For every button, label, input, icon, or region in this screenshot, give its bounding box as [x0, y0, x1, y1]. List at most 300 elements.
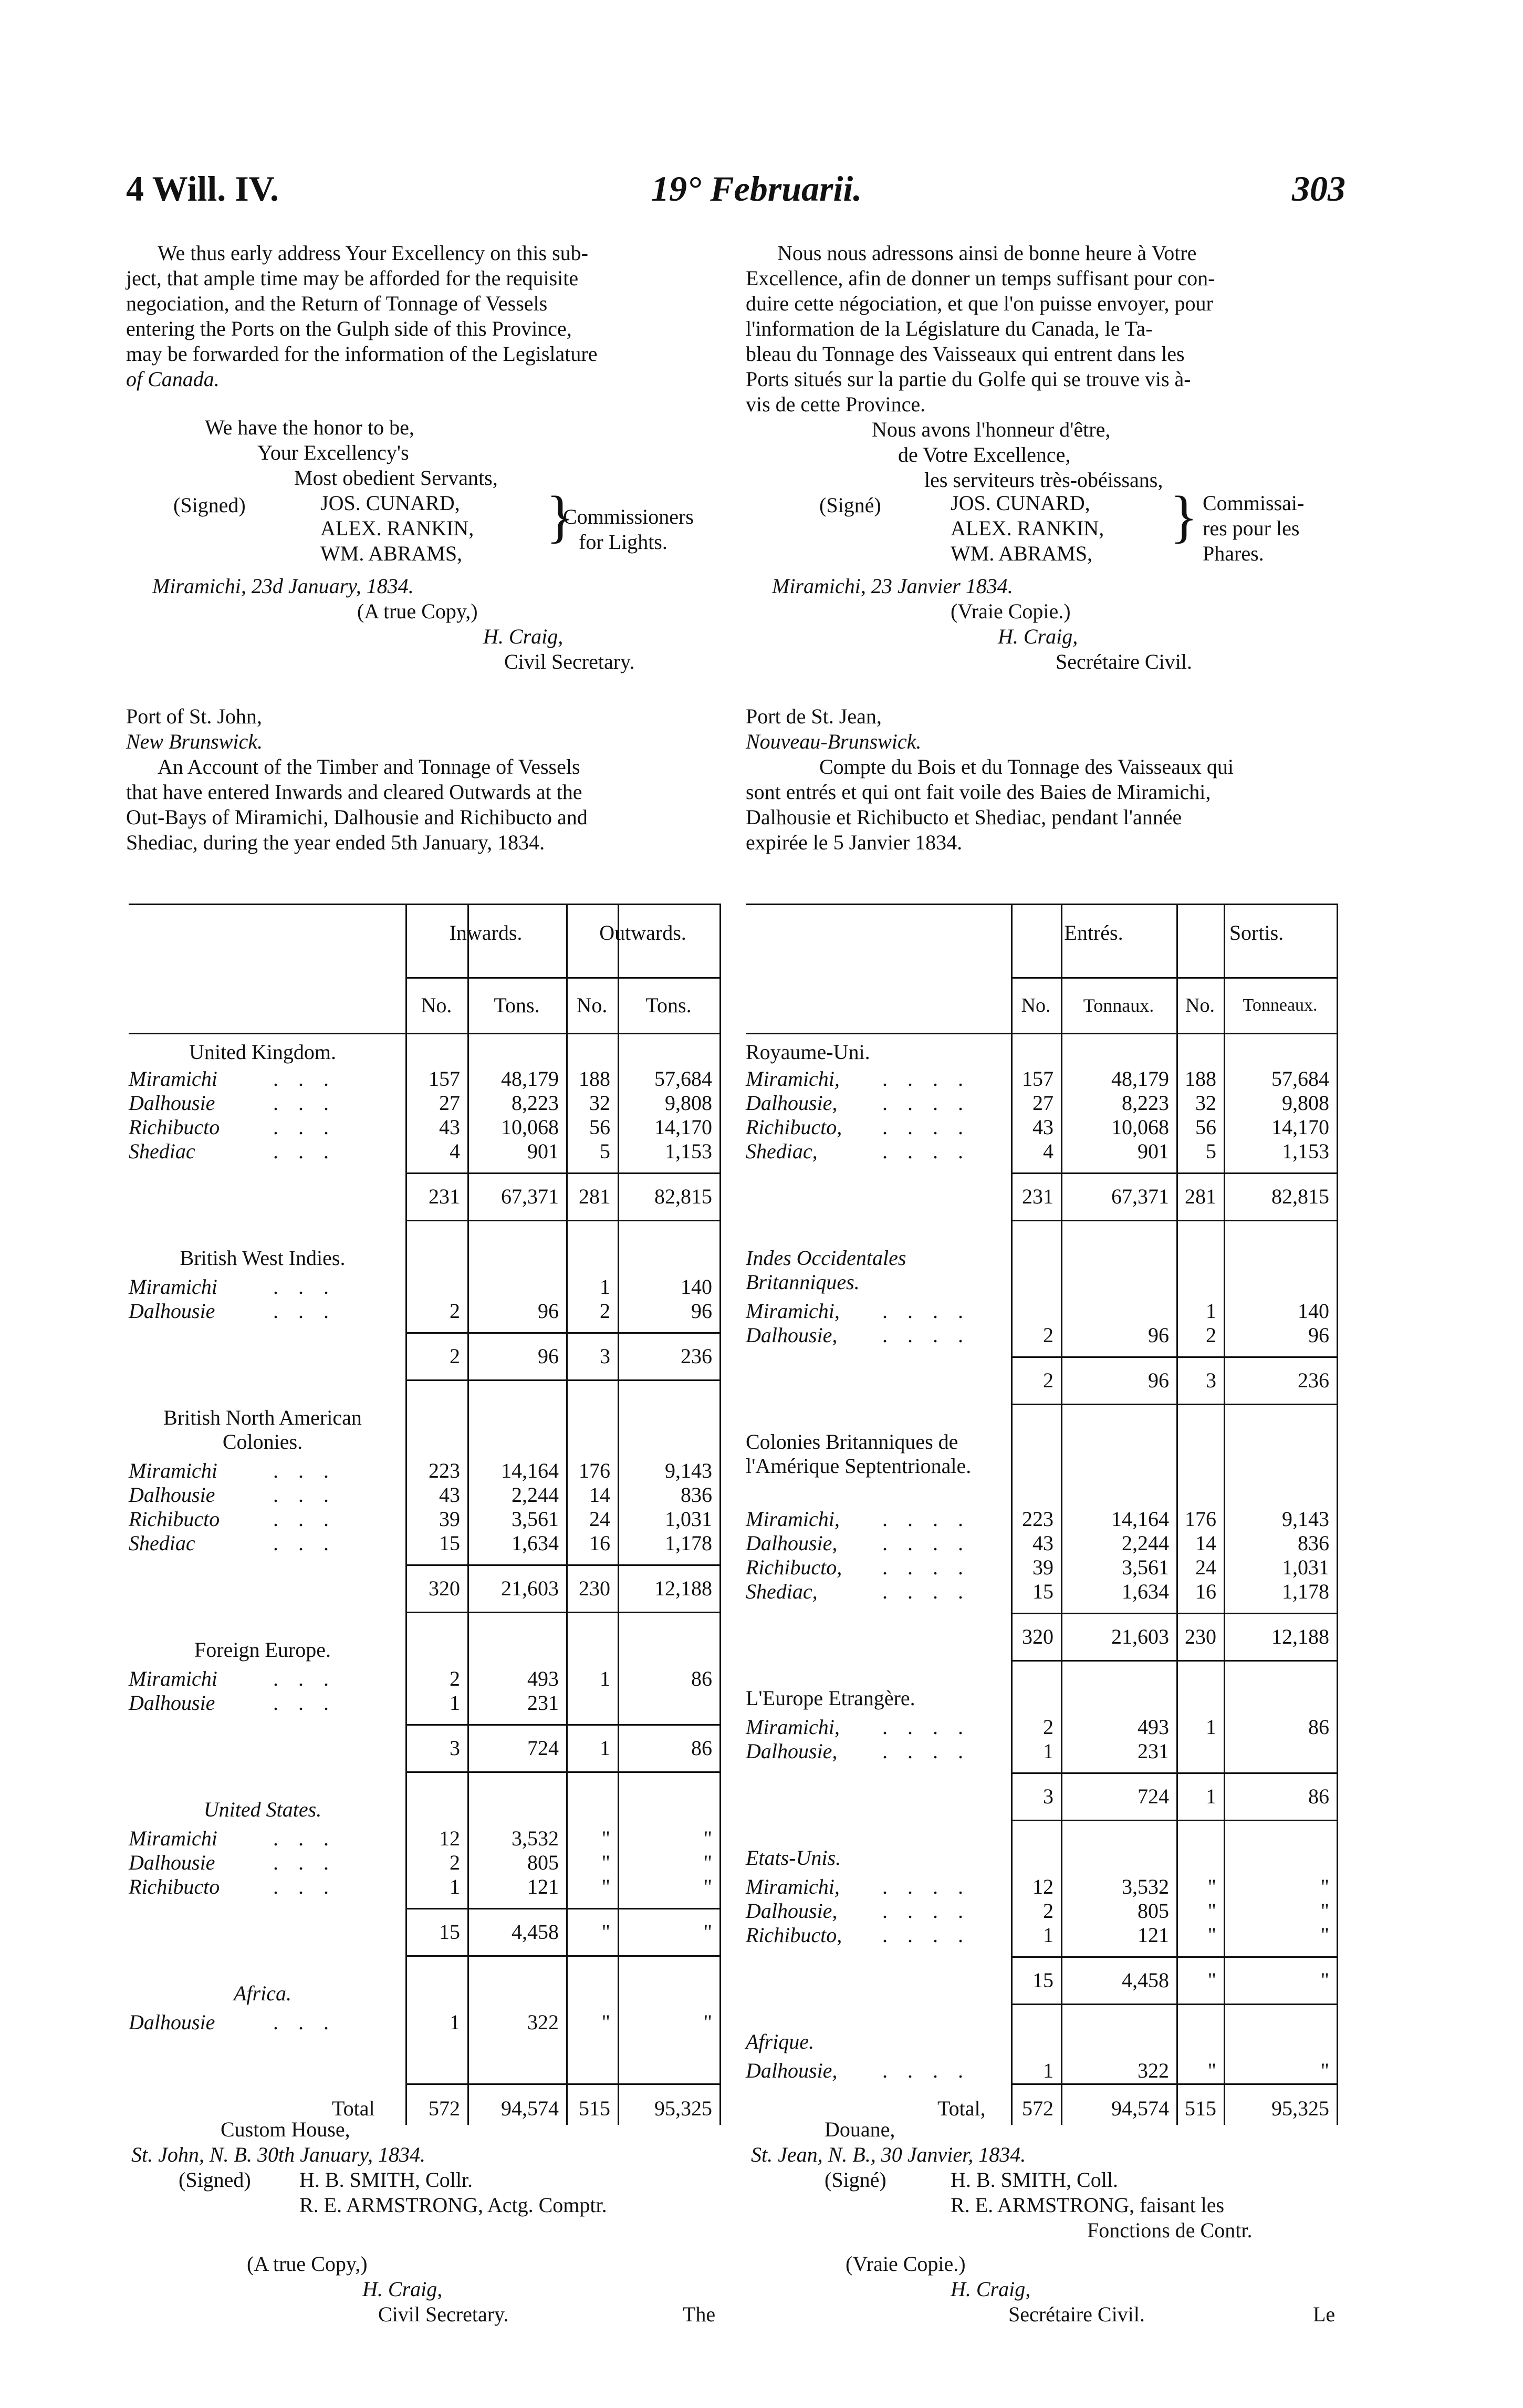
letter-en-line: may be forwarded for the information of the Legislature: [126, 342, 598, 366]
table-cell: 4: [1043, 1139, 1053, 1163]
subtotal-rule: [1011, 1613, 1337, 1614]
letter-en-line: of Canada.: [126, 367, 220, 391]
leader-dots: . . .: [273, 1067, 336, 1091]
custom-house-en: Custom House,: [221, 2118, 350, 2141]
subtotal-cell: 724: [527, 1736, 559, 1760]
subtotal-rule: [405, 1379, 719, 1381]
port-name: Dalhousie: [129, 1691, 215, 1715]
subtotal-cell: 320: [1022, 1625, 1053, 1648]
leader-dots: . . . .: [882, 1923, 971, 1947]
table-cell: 322: [1138, 2059, 1169, 2082]
group-title: Foreign Europe.: [194, 1638, 331, 1662]
group-title: United States.: [203, 1798, 322, 1821]
subtotal-cell: 2: [1043, 1368, 1053, 1392]
subtotal-rule: [405, 1220, 719, 1221]
leader-dots: . . . .: [882, 1739, 971, 1763]
subtotal-cell: 231: [1022, 1185, 1053, 1208]
group-title: L'Europe Etrangère.: [746, 1686, 915, 1710]
footer-name2-fr: R. E. ARMSTRONG, faisant les: [951, 2193, 1225, 2217]
grand-total-cell: 515: [579, 2096, 610, 2120]
leader-dots: . . .: [273, 1115, 336, 1139]
port-name: Dalhousie: [129, 1091, 215, 1115]
table-cell: 121: [527, 1875, 559, 1898]
subtotal-cell: ": [703, 1920, 712, 1944]
table-cell: 1,153: [1282, 1139, 1329, 1163]
leader-dots: . . . .: [882, 1531, 971, 1555]
port-name: Shediac: [129, 1139, 195, 1163]
place-date-fr: Miramichi, 23 Janvier 1834.: [772, 574, 1013, 598]
table-cell: ": [601, 1875, 610, 1898]
letter-fr-line: Nous nous adressons ainsi de bonne heure à Votre: [777, 241, 1197, 265]
subtotal-rule: [1011, 1172, 1337, 1174]
intro-en: Shediac, during the year ended 5th January, 1834.: [126, 831, 545, 854]
role-fr: res pour les: [1203, 516, 1300, 540]
table-cell: 1,634: [1122, 1580, 1169, 1603]
table-cell: ": [1320, 2059, 1329, 2082]
leader-dots: . . .: [273, 1826, 336, 1850]
table-cell: 27: [1032, 1091, 1053, 1115]
footer-signed-en: (Signed): [179, 2168, 251, 2192]
subtotal-cell: 3: [600, 1344, 610, 1368]
table-cell: 14,170: [1271, 1115, 1329, 1139]
table-cell: 901: [527, 1139, 559, 1163]
catchword-en: The: [683, 2302, 716, 2326]
port-name: Miramichi,: [746, 1715, 840, 1739]
table-cell: 188: [1185, 1067, 1216, 1091]
table-cell: 231: [1138, 1739, 1169, 1763]
subheader-rule: [129, 1033, 719, 1034]
table-cell: ": [1207, 2059, 1216, 2082]
subtotal-cell: 236: [1298, 1368, 1329, 1392]
table-cell: 1: [1043, 2059, 1053, 2082]
table-cell: 176: [579, 1459, 610, 1482]
footer-copy-role-en: Civil Secretary.: [378, 2302, 509, 2326]
table-cell: ": [1207, 1875, 1216, 1898]
table-cell: 14: [1195, 1531, 1216, 1555]
port-name: Miramichi,: [746, 1299, 840, 1323]
subtotal-cell: 236: [681, 1344, 712, 1368]
leader-dots: . . .: [273, 1691, 336, 1715]
letter-en-line: negociation, and the Return of Tonnage of Vessels: [126, 292, 548, 315]
leader-dots: . . . .: [882, 1115, 971, 1139]
leader-dots: . . .: [273, 1139, 336, 1163]
table-cell: 24: [589, 1507, 610, 1531]
port-fr: Port de St. Jean,: [746, 704, 882, 728]
port-name: Dalhousie,: [746, 1091, 838, 1115]
table-cell: 2,244: [1122, 1531, 1169, 1555]
header-rule: [405, 977, 719, 979]
column-subheader: No.: [1021, 994, 1051, 1016]
group-title: Indes Occidentales Britanniques.: [746, 1246, 906, 1294]
table-cell: 96: [1148, 1323, 1169, 1347]
table-cell: 836: [1298, 1531, 1329, 1555]
table-cell: 836: [681, 1483, 712, 1507]
table-cell: 96: [538, 1299, 559, 1323]
footer-name1-fr: H. B. SMITH, Coll.: [951, 2168, 1118, 2192]
table-cell: ": [703, 1851, 712, 1874]
signer-fr: ALEX. RANKIN,: [951, 516, 1104, 540]
outwards-header: Sortis.: [1229, 921, 1284, 944]
port-name: Miramichi: [129, 1826, 217, 1850]
letter-fr-line: l'information de la Législature du Canada, le Ta-: [746, 317, 1153, 340]
table-cell: ": [1320, 1899, 1329, 1923]
subtotal-cell: 230: [579, 1576, 610, 1600]
subtotal-cell: 3: [1043, 1784, 1053, 1808]
table-cell: 901: [1138, 1139, 1169, 1163]
leader-dots: . . .: [273, 1459, 336, 1482]
table-cell: ": [1320, 1875, 1329, 1898]
table-cell: ": [601, 2010, 610, 2034]
table-cell: 9,143: [665, 1459, 712, 1482]
column-subheader: No.: [421, 993, 452, 1017]
table-cell: 121: [1138, 1923, 1169, 1947]
subtotal-cell: 2: [450, 1344, 460, 1368]
table-cell: 32: [589, 1091, 610, 1115]
table-cell: ": [1320, 1923, 1329, 1947]
leader-dots: . . .: [273, 1507, 336, 1531]
port-name: Dalhousie,: [746, 1899, 838, 1923]
subtotal-cell: 21,603: [1111, 1625, 1169, 1648]
leader-dots: . . . .: [882, 1507, 971, 1531]
group-title: Royaume-Uni.: [746, 1040, 870, 1064]
table-cell: 157: [1022, 1067, 1053, 1091]
table-cell: ": [703, 2010, 712, 2034]
intro-en: Out-Bays of Miramichi, Dalhousie and Richibucto and: [126, 805, 588, 829]
table-cell: 10,068: [1111, 1115, 1169, 1139]
group-title: British North American Colonies.: [163, 1406, 362, 1454]
table-cell: 9,808: [665, 1091, 712, 1115]
table-cell: 2: [1043, 1715, 1053, 1739]
table-cell: 2: [450, 1667, 460, 1690]
table-cell: 8,223: [1122, 1091, 1169, 1115]
column-subheader: No.: [576, 993, 608, 1017]
table-cell: 14,170: [654, 1115, 712, 1139]
leader-dots: . . . .: [882, 1580, 971, 1603]
subtotal-cell: 86: [691, 1736, 712, 1760]
subtotal-rule: [1011, 1660, 1337, 1662]
leader-dots: . . . .: [882, 1875, 971, 1898]
table-cell: 39: [439, 1507, 460, 1531]
port-en: New Brunswick.: [126, 730, 263, 753]
footer-name1-en: H. B. SMITH, Collr.: [299, 2168, 473, 2192]
port-name: Dalhousie,: [746, 2059, 838, 2082]
table-cell: 2: [1043, 1323, 1053, 1347]
subtotal-rule: [1011, 1356, 1337, 1358]
subtotal-cell: 96: [1148, 1368, 1169, 1392]
subheader-rule: [746, 1033, 1337, 1034]
subtotal-cell: 67,371: [501, 1185, 559, 1208]
letter-en-line: We thus early address Your Excellency on this sub-: [158, 241, 588, 265]
table-cell: 1,178: [1282, 1580, 1329, 1603]
copy-name-en: H. Craig,: [483, 625, 564, 648]
subtotal-cell: 86: [1308, 1784, 1329, 1808]
table-cell: 223: [1022, 1507, 1053, 1531]
subtotal-cell: 12,188: [654, 1576, 712, 1600]
table-cell: 2: [1043, 1899, 1053, 1923]
footer-name2b-fr: Fonctions de Contr.: [1087, 2218, 1253, 2242]
table-cell: 1: [1043, 1923, 1053, 1947]
table-cell: 3,561: [512, 1507, 559, 1531]
subtotal-cell: 1: [1206, 1784, 1216, 1808]
grand-total-rule: [1011, 2083, 1337, 2085]
port-name: Dalhousie: [129, 1299, 215, 1323]
footer-true-copy-en: (A true Copy,): [247, 2252, 368, 2276]
table-cell: 805: [527, 1851, 559, 1874]
subtotal-cell: 82,815: [1271, 1185, 1329, 1208]
port-name: Miramichi: [129, 1275, 217, 1299]
table-cell: ": [1207, 1923, 1216, 1947]
table-cell: 96: [1308, 1323, 1329, 1347]
closing-fr: de Votre Excellence,: [898, 443, 1071, 466]
leader-dots: . . .: [273, 1875, 336, 1898]
table-cell: 140: [681, 1275, 712, 1299]
table-cell: 12: [439, 1826, 460, 1850]
subtotal-cell: 4,458: [1122, 1968, 1169, 1992]
table-cell: 140: [1298, 1299, 1329, 1323]
header-rule: [1011, 977, 1337, 979]
letter-en-line: ject, that ample time may be afforded for the requisite: [126, 266, 579, 290]
group-title: United Kingdom.: [189, 1040, 336, 1064]
table-cell: ": [703, 1826, 712, 1850]
column-subheader: Tonnaux.: [1083, 995, 1154, 1016]
intro-en: that have entered Inwards and cleared Outwards at the: [126, 780, 582, 804]
signer-en: WM. ABRAMS,: [320, 542, 463, 565]
port-name: Dalhousie,: [746, 1739, 838, 1763]
grand-total-label: Total: [332, 2096, 375, 2120]
table-cell: 2,244: [512, 1483, 559, 1507]
copy-role-fr: Secrétaire Civil.: [1056, 650, 1192, 673]
table-cell: 3,532: [1122, 1875, 1169, 1898]
leader-dots: . . . .: [882, 1139, 971, 1163]
grand-total-cell: 572: [429, 2096, 460, 2120]
table-cell: ": [601, 1851, 610, 1874]
column-rule: [1337, 904, 1338, 2125]
table-cell: 15: [439, 1531, 460, 1555]
footer-copy-name-en: H. Craig,: [362, 2277, 443, 2301]
closing-en: Most obedient Servants,: [294, 466, 498, 490]
grand-total-cell: 94,574: [501, 2096, 559, 2120]
port-name: Richibucto: [129, 1507, 220, 1531]
group-title: Etats-Unis.: [746, 1846, 841, 1870]
table-cell: 12: [1032, 1875, 1053, 1898]
table-cell: 14,164: [501, 1459, 559, 1482]
subtotal-rule: [1011, 1956, 1337, 1958]
subtotal-cell: 281: [579, 1185, 610, 1208]
table-cell: 14: [589, 1483, 610, 1507]
table-cell: 56: [1195, 1115, 1216, 1139]
subtotal-cell: 230: [1185, 1625, 1216, 1648]
table-cell: 9,808: [1282, 1091, 1329, 1115]
role-en: Commissioners: [563, 505, 694, 528]
subtotal-cell: 3: [1206, 1368, 1216, 1392]
subtotal-cell: 281: [1185, 1185, 1216, 1208]
signer-fr: WM. ABRAMS,: [951, 542, 1093, 565]
leader-dots: . . .: [273, 1531, 336, 1555]
intro-fr: expirée le 5 Janvier 1834.: [746, 831, 963, 854]
table-cell: 2: [1206, 1323, 1216, 1347]
port-name: Richibucto: [129, 1875, 220, 1898]
table-cell: 57,684: [1271, 1067, 1329, 1091]
intro-en: An Account of the Timber and Tonnage of Vessels: [158, 755, 580, 779]
column-subheader: Tons.: [645, 993, 692, 1017]
leader-dots: . . . .: [882, 2059, 971, 2082]
table-cell: 223: [429, 1459, 460, 1482]
place-date-en: Miramichi, 23d January, 1834.: [152, 574, 414, 598]
table-cell: 1,031: [665, 1507, 712, 1531]
inwards-header: Entrés.: [1064, 921, 1123, 944]
leader-dots: . . . .: [882, 1715, 971, 1739]
port-name: Dalhousie: [129, 1851, 215, 1874]
port-name: Richibucto: [129, 1115, 220, 1139]
letter-fr-line: Ports situés sur la partie du Golfe qui se trouve vis à-: [746, 367, 1191, 391]
signer-en: ALEX. RANKIN,: [320, 516, 474, 540]
table-cell: 15: [1032, 1580, 1053, 1603]
table-cell: 5: [1206, 1139, 1216, 1163]
subtotal-cell: 4,458: [512, 1920, 559, 1944]
port-name: Dalhousie: [129, 1483, 215, 1507]
brace: }: [1170, 484, 1198, 548]
signed-en: (Signed): [173, 493, 246, 517]
subtotal-cell: 12,188: [1271, 1625, 1329, 1648]
table-cell: 322: [527, 2010, 559, 2034]
leader-dots: . . . .: [882, 1091, 971, 1115]
table-cell: 86: [1308, 1715, 1329, 1739]
running-head-regnal-year: 4 Will. IV.: [126, 169, 279, 209]
closing-fr: les serviteurs très-obéissans,: [924, 468, 1163, 492]
footer-copy-name-fr: H. Craig,: [951, 2277, 1031, 2301]
table-cell: 176: [1185, 1507, 1216, 1531]
table-cell: 43: [1032, 1115, 1053, 1139]
letter-fr-line: Excellence, afin de donner un temps suffisant pour con-: [746, 266, 1215, 290]
group-title: Africa.: [234, 1981, 291, 2005]
grand-total-cell: 94,574: [1111, 2096, 1169, 2120]
role-en: for Lights.: [579, 530, 667, 554]
table-cell: 1: [450, 1875, 460, 1898]
column-subheader: Tonneaux.: [1243, 995, 1318, 1015]
custom-house-fr: Douane,: [825, 2118, 895, 2141]
role-fr: Phares.: [1203, 542, 1264, 565]
subtotal-cell: 1: [600, 1736, 610, 1760]
subtotal-rule: [405, 1724, 719, 1726]
table-cell: 56: [589, 1115, 610, 1139]
port-fr: Nouveau-Brunswick.: [746, 730, 922, 753]
leader-dots: . . . .: [882, 1323, 971, 1347]
port-name: Dalhousie: [129, 2010, 215, 2034]
leader-dots: . . . .: [882, 1899, 971, 1923]
table-cell: 1: [1206, 1715, 1216, 1739]
table-cell: 157: [429, 1067, 460, 1091]
leader-dots: . . .: [273, 1299, 336, 1323]
catchword-fr: Le: [1313, 2302, 1336, 2326]
footer-name2-en: R. E. ARMSTRONG, Actg. Comptr.: [299, 2193, 607, 2217]
group-title: British West Indies.: [180, 1246, 346, 1270]
leader-dots: . . .: [273, 1667, 336, 1690]
table-cell: 86: [691, 1667, 712, 1690]
brace: }: [546, 484, 574, 548]
footer-place-date-en: St. John, N. B. 30th January, 1834.: [131, 2143, 425, 2166]
table-cell: 1: [450, 2010, 460, 2034]
table-cell: 27: [439, 1091, 460, 1115]
footer-copy-role-fr: Secrétaire Civil.: [1008, 2302, 1145, 2326]
table-cell: 2: [600, 1299, 610, 1323]
subtotal-rule: [405, 1771, 719, 1773]
port-name: Miramichi: [129, 1067, 217, 1091]
subtotal-rule: [405, 1908, 719, 1909]
footer-place-date-fr: St. Jean, N. B., 30 Janvier, 1834.: [751, 2143, 1026, 2166]
subtotal-cell: ": [601, 1920, 610, 1944]
subtotal-rule: [1011, 1220, 1337, 1221]
outwards-header: Outwards.: [599, 921, 686, 944]
subtotal-rule: [405, 1955, 719, 1957]
table-cell: ": [703, 1875, 712, 1898]
leader-dots: . . .: [273, 2010, 336, 2034]
table-cell: 96: [691, 1299, 712, 1323]
leader-dots: . . . .: [882, 1067, 971, 1091]
table-cell: 493: [527, 1667, 559, 1690]
port-name: Richibucto,: [746, 1923, 842, 1947]
port-name: Miramichi: [129, 1667, 217, 1690]
subtotal-cell: ": [1320, 1968, 1329, 1992]
leader-dots: . . . .: [882, 1299, 971, 1323]
copy-role-en: Civil Secretary.: [504, 650, 635, 673]
table-cell: ": [601, 1826, 610, 1850]
signer-en: JOS. CUNARD,: [320, 491, 460, 515]
table-cell: 14,164: [1111, 1507, 1169, 1531]
leader-dots: . . .: [273, 1275, 336, 1299]
subtotal-rule: [405, 1172, 719, 1174]
table-cell: 1: [600, 1275, 610, 1299]
port-name: Dalhousie,: [746, 1531, 838, 1555]
group-title: Colonies Britanniques de l'Amérique Septentrionale.: [746, 1430, 972, 1478]
subtotal-rule: [405, 1564, 719, 1566]
table-cell: 1,634: [512, 1531, 559, 1555]
closing-fr: Nous avons l'honneur d'être,: [872, 418, 1111, 441]
subtotal-cell: 231: [429, 1185, 460, 1208]
table-cell: 1: [450, 1691, 460, 1715]
closing-en: We have the honor to be,: [205, 416, 414, 439]
letter-fr-line: vis de cette Province.: [746, 392, 926, 416]
table-cell: 493: [1138, 1715, 1169, 1739]
table-cell: 48,179: [501, 1067, 559, 1091]
port-name: Miramichi,: [746, 1067, 840, 1091]
column-subheader: Tons.: [494, 993, 540, 1017]
table-cell: 39: [1032, 1555, 1053, 1579]
port-name: Miramichi: [129, 1459, 217, 1482]
leader-dots: . . .: [273, 1483, 336, 1507]
copy-name-fr: H. Craig,: [998, 625, 1078, 648]
table-cell: 32: [1195, 1091, 1216, 1115]
table-cell: 1,031: [1282, 1555, 1329, 1579]
grand-total-cell: 95,325: [1271, 2096, 1329, 2120]
table-cell: 1,178: [665, 1531, 712, 1555]
subtotal-cell: 724: [1138, 1784, 1169, 1808]
table-cell: 9,143: [1282, 1507, 1329, 1531]
table-cell: 231: [527, 1691, 559, 1715]
closing-en: Your Excellency's: [257, 441, 409, 464]
subtotal-cell: 15: [1032, 1968, 1053, 1992]
subtotal-cell: 67,371: [1111, 1185, 1169, 1208]
table-cell: 2: [450, 1851, 460, 1874]
subtotal-rule: [1011, 1404, 1337, 1405]
signer-fr: JOS. CUNARD,: [951, 491, 1090, 515]
table-cell: 8,223: [512, 1091, 559, 1115]
subtotal-cell: 82,815: [654, 1185, 712, 1208]
column-subheader: No.: [1185, 994, 1215, 1016]
role-fr: Commissai-: [1203, 491, 1305, 515]
subtotal-rule: [1011, 1820, 1337, 1821]
port-en: [126, 704, 262, 729]
table-top-rule: [746, 904, 1337, 905]
